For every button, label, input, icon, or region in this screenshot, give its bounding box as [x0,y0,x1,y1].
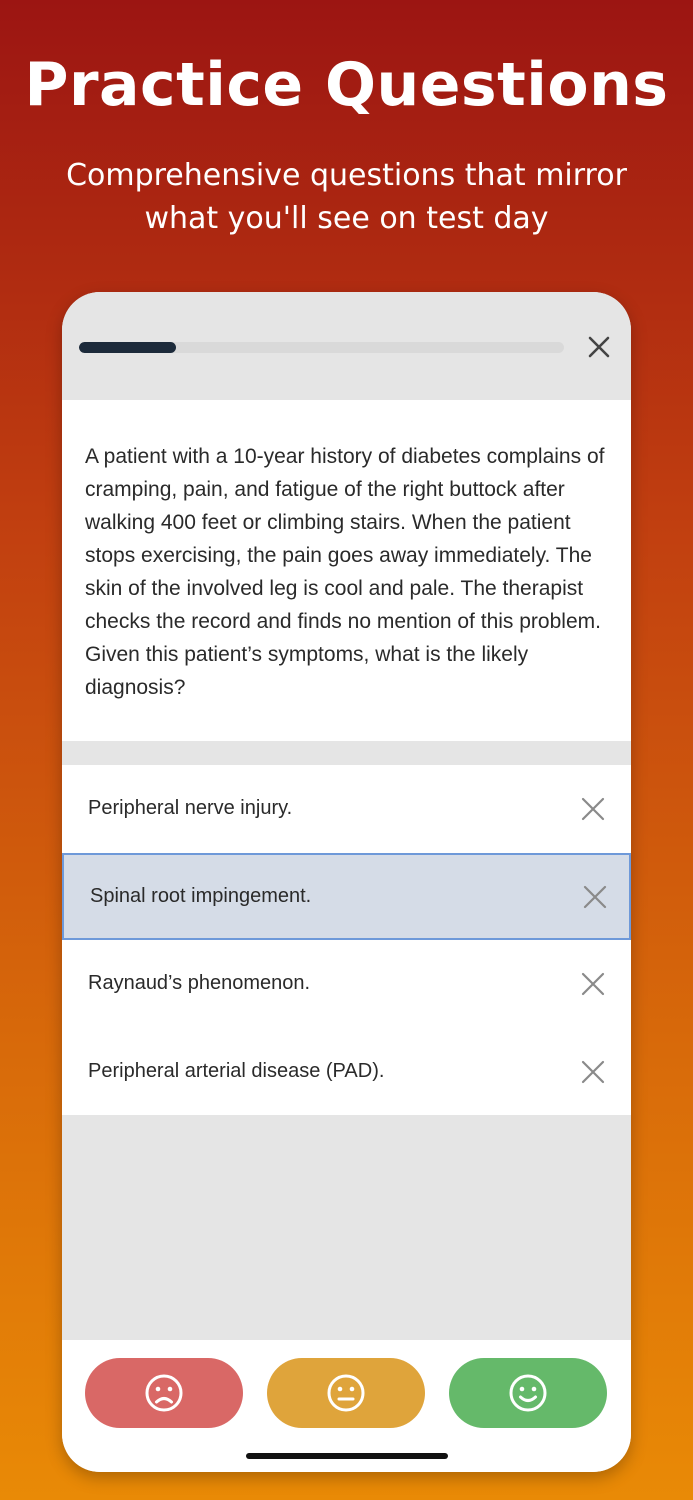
eliminate-answer-icon[interactable] [580,971,606,997]
rating-bar [62,1340,631,1472]
sad-face-icon [144,1373,184,1413]
answer-option-1[interactable] [62,765,631,852]
answer-label: Spinal root impingement. [90,885,312,907]
answer-label: Peripheral nerve injury. [88,797,293,819]
neutral-face-icon [326,1373,366,1413]
progress-bar [79,342,564,353]
answer-label: Peripheral arterial disease (PAD). [88,1060,385,1082]
quiz-header [62,292,631,400]
eliminate-answer-icon[interactable] [582,884,608,910]
hero-subtitle: Comprehensive questions that mirror what you'll see on test day [66,158,627,236]
eliminate-answer-icon[interactable] [580,796,606,822]
answer-option-3[interactable] [62,940,631,1027]
progress-bar-fill [79,342,176,353]
answer-label: Raynaud’s phenomenon. [88,972,311,994]
rate-medium-button[interactable] [267,1358,425,1428]
answer-option-4[interactable] [62,1028,631,1115]
question-card [62,400,631,741]
answer-list [62,765,631,1115]
happy-face-icon [508,1373,548,1413]
hero-title: Practice Questions [24,50,669,120]
rate-easy-button[interactable] [449,1358,607,1428]
rate-hard-button[interactable] [85,1358,243,1428]
question-text: A patient with a 10-year history of diabetes complains of cramping, pain, and fatigue of the right buttock after walking 400 feet or climbing stairs. When the patient stops exercising, the pain goes away immediately. The skin of the involved leg is cool and pale. The therapist checks the record and finds no mention of this problem. Given this patient’s symptoms, what is the likely diagnosis? [85,445,605,699]
close-icon [587,335,611,359]
close-button[interactable] [582,330,616,364]
eliminate-answer-icon[interactable] [580,1059,606,1085]
phone-mockup [62,292,631,1472]
home-indicator [246,1453,448,1459]
answer-option-2[interactable] [62,853,631,940]
